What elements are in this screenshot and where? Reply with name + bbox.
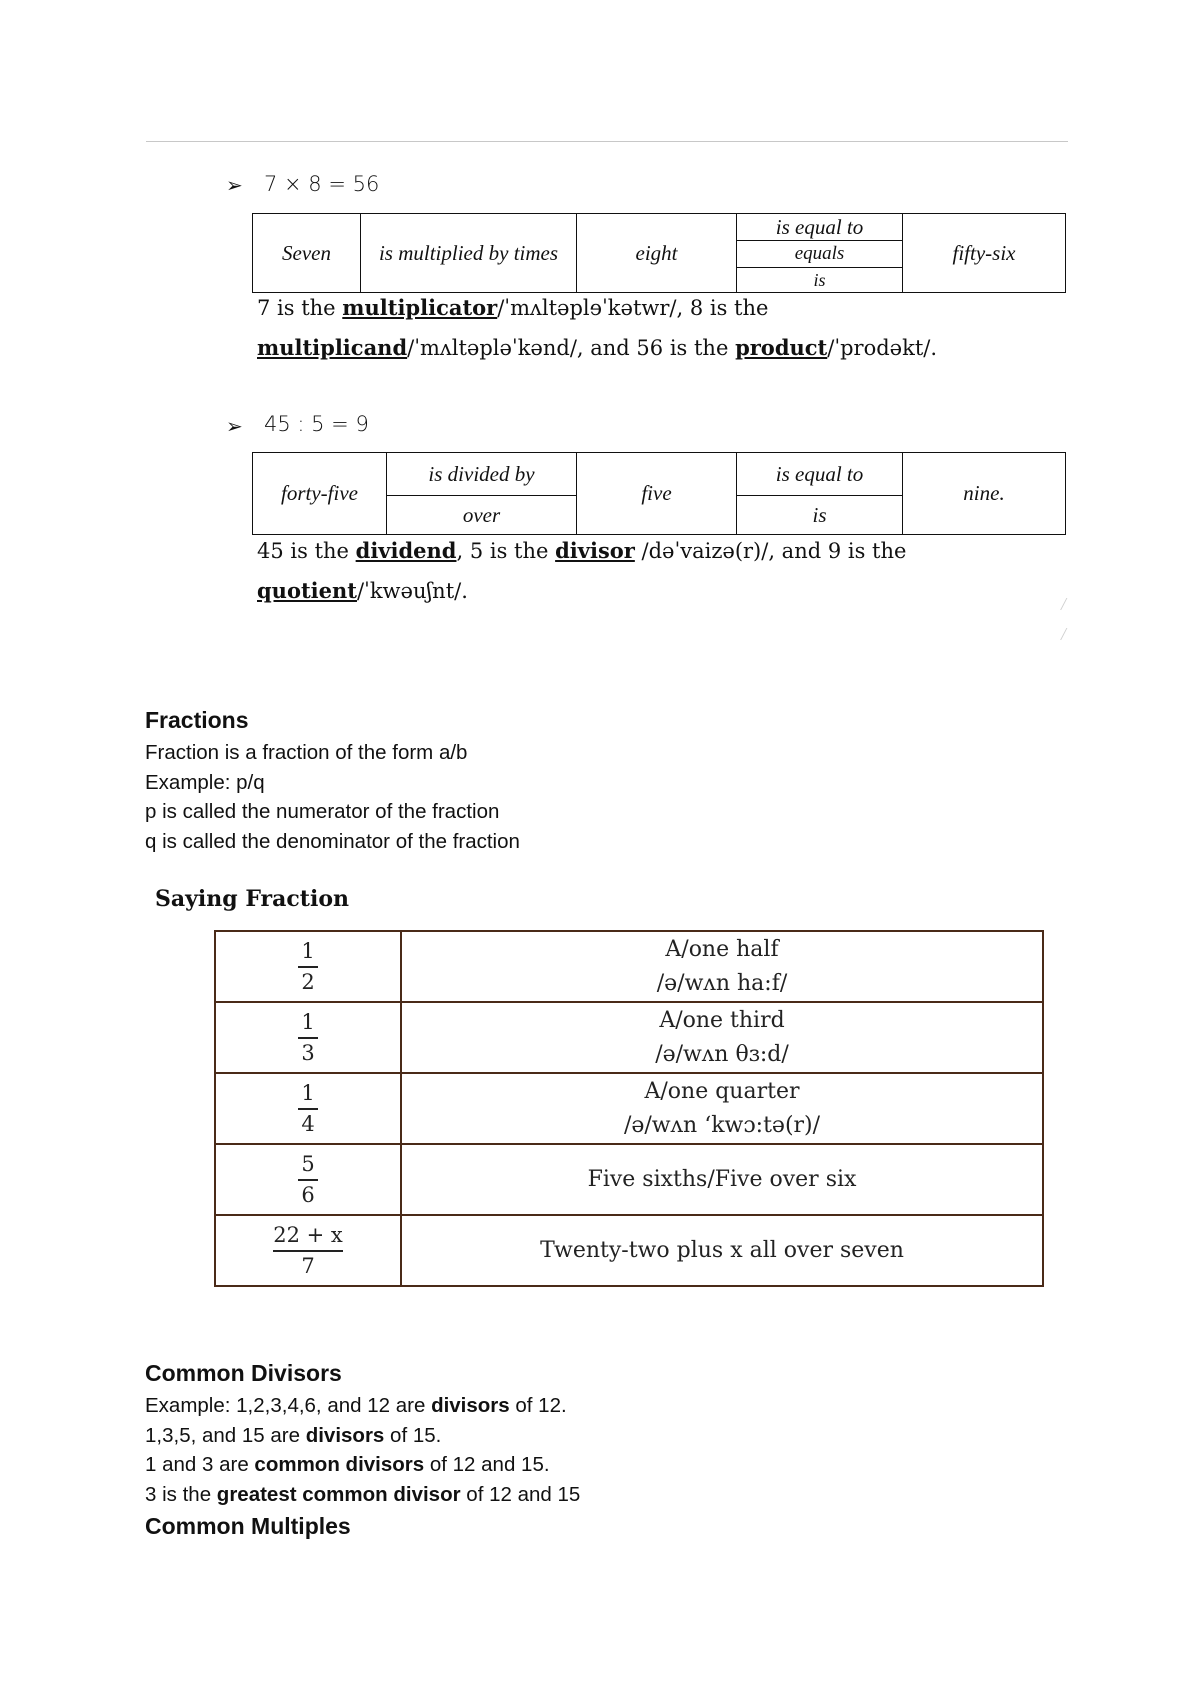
mult-col-eight: eight: [577, 214, 737, 293]
term-multiplicand: multiplicand: [257, 335, 408, 360]
term-divisor: divisor: [555, 538, 635, 563]
term-quotient: quotient: [257, 578, 357, 603]
fraction-cell: $\frac{22 + x}{7}$: [215, 1215, 401, 1286]
multiplication-equation: 7 × 8 = 56: [264, 172, 380, 196]
common-divisors-text: [145, 1391, 580, 1509]
division-equation: 45 : 5 = 9: [264, 412, 369, 436]
saying-fraction-table: [214, 930, 1044, 1287]
term-multiplicator: multiplicator: [342, 295, 498, 320]
bullet-arrow-icon: ➢: [226, 416, 243, 438]
fraction-reading: A/one third /ə/wʌn θɜ:d/: [401, 1002, 1043, 1073]
div-over: over: [387, 496, 577, 535]
multiplication-table: [252, 213, 1066, 293]
div-col-forty-five: forty-five: [253, 453, 387, 535]
division-table: [252, 452, 1066, 535]
divisors-line: 3 is the greatest common divisor of 12 and 15: [145, 1482, 581, 1506]
fractions-line: Example: p/q: [145, 770, 265, 794]
fraction-reading: Twenty-two plus x all over seven: [401, 1215, 1043, 1286]
div-divided-by: is divided by: [387, 453, 577, 496]
multiplication-note: 7 is the multiplicator/ˈmʌltəplɘˈkətwr/, 8 is the multiplicand/ˈmʌltəpləˈkənd/, and 56 is the product/ˈprodəkt/.: [257, 295, 938, 360]
top-rule: [146, 141, 1068, 142]
mult-col-result: fifty-six: [903, 214, 1066, 293]
mult-col-seven: Seven: [253, 214, 361, 293]
mult-equal-2: equals: [737, 241, 903, 268]
div-col-five: five: [577, 453, 737, 535]
fraction-row: [215, 1002, 1043, 1073]
fraction-row: [215, 1073, 1043, 1144]
divisors-line: 1 and 3 are common divisors of 12 and 15.: [145, 1453, 550, 1476]
margin-mark: /: [1061, 624, 1067, 644]
mult-equal-1: is equal to: [737, 214, 903, 241]
fractions-definition: [145, 738, 520, 856]
fraction-cell: $\frac{5}{6}$: [215, 1144, 401, 1215]
bullet-arrow-icon: ➢: [226, 175, 243, 197]
fraction-cell: $\frac{1}{2}$: [215, 931, 401, 1002]
fractions-heading: Fractions: [145, 707, 249, 733]
common-divisors-heading: Common Divisors: [145, 1360, 342, 1386]
fractions-line: p is called the numerator of the fraction: [145, 800, 500, 823]
fraction-row: [215, 1215, 1043, 1286]
fraction-reading: A/one quarter /ə/wʌn ‘kwɔ:tə(r)/: [401, 1073, 1043, 1144]
division-note: 45 is the dividend, 5 is the divisor /dəˈvaizə(r)/, and 9 is the quotient/ˈkwəuʃnt/.: [257, 538, 907, 603]
fraction-row: [215, 1144, 1043, 1215]
fraction-reading: Five sixths/Five over six: [401, 1144, 1043, 1215]
divisors-line: 1,3,5, and 15 are divisors of 15.: [145, 1423, 442, 1447]
term-product: product: [735, 335, 828, 360]
div-col-result: nine.: [903, 453, 1066, 535]
fraction-reading: A/one half /ə/wʌn ha:f/: [401, 931, 1043, 1002]
divisors-line: Example: 1,2,3,4,6, and 12 are divisors of 12.: [145, 1394, 567, 1417]
fraction-row: [215, 931, 1043, 1002]
mult-col-verb: is multiplied by times: [361, 214, 577, 293]
fraction-cell: $\frac{1}{3}$: [215, 1002, 401, 1073]
fractions-line: q is called the denominator of the fraction: [145, 829, 520, 853]
margin-mark: /: [1061, 594, 1067, 614]
term-dividend: dividend: [355, 538, 457, 563]
fraction-cell: $\frac{1}{4}$: [215, 1073, 401, 1144]
mult-equal-3: is: [737, 268, 903, 293]
div-equal-to: is equal to: [737, 453, 903, 496]
saying-fraction-title: Saying Fraction: [155, 886, 349, 912]
fractions-line: Fraction is a fraction of the form a/b: [145, 741, 468, 764]
common-multiples-heading: Common Multiples: [145, 1513, 351, 1539]
div-is: is: [737, 496, 903, 535]
